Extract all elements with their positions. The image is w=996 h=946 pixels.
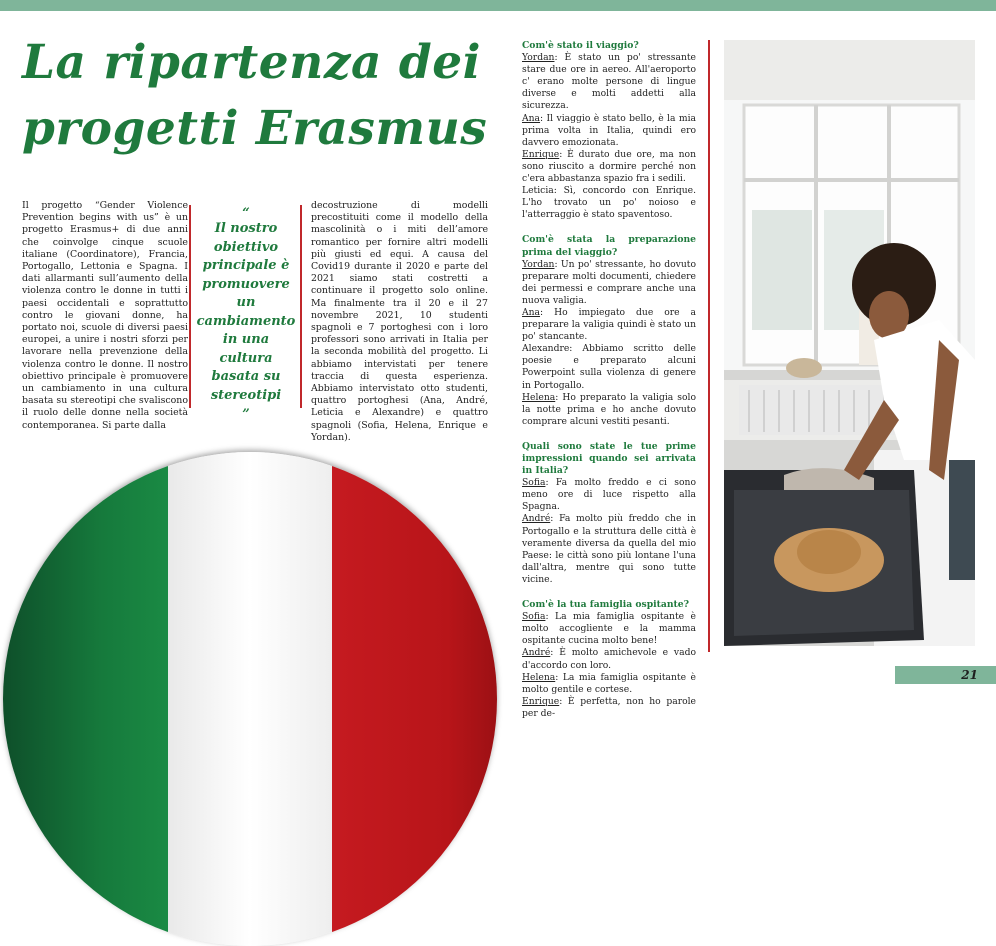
pullquote-rule-right: [300, 205, 302, 408]
answer-text: : È stato un po' stressante stare due ore in aereo. All'aeroporto c' erano molte persone di lingue diverse e molti addetti alla sicurezza.: [522, 52, 696, 112]
answer-text: : Il viaggio è stato bello, è la mia prima volta in Italia, quindi ero davvero emozionata.: [522, 112, 696, 148]
article-title: La ripartenza dei progetti Erasmus: [22, 35, 488, 156]
interview-block: [522, 234, 696, 428]
interview-answer: [522, 392, 696, 428]
interview-column: [522, 40, 696, 733]
interview-answer: [522, 52, 696, 112]
interview-answer: [522, 647, 696, 671]
flag-white-stripe: [168, 452, 332, 946]
answer-text: : Un po' stressante, ho dovuto preparare molti documenti, chiedere dei permessi e comprare anche una nuova valigia.: [522, 258, 696, 306]
interview-answer: [522, 259, 696, 307]
interview-block: [522, 441, 696, 586]
answer-text: Alexandre: Abbiamo scritto delle poesie e preparato alcuni Powerpoint sulla violenza di genere in Portogallo.: [522, 343, 696, 391]
flag-green-stripe: [3, 452, 168, 946]
speaker-name: André: [522, 647, 551, 659]
article-column-2: decostruzione di modelli precostituiti come il modello della mascolinità o i miti dell’amore romantico per fornire altri modelli più giusti ed equi. A causa del Covid19 durante il 2020 e parte del 2021 siamo stati costretti a continuare il progetto solo online. Ma finalmente tra il 20 e il 27 novembre 2021, 10 studenti spagnoli e 7 portoghesi con i loro professori sono arrivati in Italia per la seconda mobilità del progetto. Li abbiamo intervistati per tenere traccia di questa esperienza. Abbiamo intervistato otto studenti, quattro portoghesi (Ana, André, Leticia e Alexandre) e quattro spagnoli (Sofia, Helena, Enrique e Yordan).: [311, 200, 488, 443]
interview-answer: [522, 477, 696, 513]
speaker-name: Ana: [522, 306, 541, 318]
interview-question: Com'è la tua famiglia ospitante?: [522, 599, 689, 611]
article-column-1: Il progetto “Gender Violence Prevention begins with us” è un progetto Erasmus+ di due anni che coinvolge cinque scuole italiane (Coordinatore), Francia, Portogallo, Lettonia e Spagna. I dati allarmanti sull’aumento della violenza contro le donne in tutti i paesi occidentali e soprattutto contro le giovani donne, ha portato noi, scuole di diversi paesi europei, a unire i nostri sforzi per lavorare nella prevenzione della violenza contro le donne. Il nostro obiettivo principale è promuovere un cambiamento in una cultura basata su stereotipi che svaliscono il ruolo delle donne nella società contemporanea. Si parte dalla: [22, 200, 188, 431]
interview-answer: [522, 113, 696, 149]
page-number-bar: [895, 666, 996, 684]
speaker-name: Ana: [522, 112, 541, 124]
answer-text: : Fa molto freddo e ci sono meno ore di luce rispetto alla Spagna.: [522, 477, 696, 513]
interview-answer: [522, 343, 696, 391]
top-color-bar: [0, 0, 996, 11]
answer-text: : La mia famiglia ospitante è molto accogliente e la mamma ospitante cucina molto bene!: [522, 611, 696, 647]
interview-question: Quali sono state le tue prime impressioni quando sei arrivata in Italia?: [522, 440, 696, 477]
speaker-name: Helena: [522, 671, 556, 683]
photo-illustration: [724, 40, 975, 646]
quote-open-mark: “: [242, 206, 250, 221]
speaker-name: Helena: [522, 391, 556, 403]
interview-answer: [522, 149, 696, 185]
photo-packing-suitcase: [724, 40, 975, 646]
italian-flag-image: [3, 452, 497, 946]
answer-text: : Ho impiegato due ore a preparare la valigia quindi è stato un po' stancante.: [522, 306, 696, 343]
speaker-name: Yordan: [522, 258, 555, 270]
flag-red-stripe: [332, 452, 497, 946]
interview-answer: [522, 672, 696, 696]
speaker-name: Enrique: [522, 148, 560, 160]
speaker-name: André: [522, 513, 551, 525]
interview-answer: [522, 307, 696, 343]
interview-answer: [522, 611, 696, 647]
interview-question: Com'è stato il viaggio?: [522, 40, 639, 51]
pullquote-text: Il nostro obiettivo principale è promuovere un cambiamento in una cultura basata su stereotipi: [196, 221, 296, 403]
interview-rule: [708, 40, 710, 652]
interview-block: [522, 40, 696, 221]
interview-question: Com'è stata la preparazione prima del viaggio?: [522, 234, 696, 258]
answer-text: : Ho preparato la valigia solo la notte prima e ho anche dovuto comprare alcuni vestiti pesanti.: [522, 391, 696, 427]
interview-answer: [522, 513, 696, 586]
speaker-name: Yordan: [522, 52, 555, 64]
answer-text: : Fa molto più freddo che in Portogallo e la struttura delle città è veramente diversa da quella del mio Paese: le città sono più lontane l'una dall'altra, mentre qui sono tutte vicine.: [522, 513, 696, 585]
quote-close-mark: ”: [242, 407, 250, 422]
interview-block: [522, 599, 696, 720]
interview-answer: [522, 185, 696, 221]
answer-text: Leticia: Sì, concordo con Enrique. L'ho trovato un po' noioso e l'atterraggio è stato spaventoso.: [522, 185, 696, 221]
pullquote-rule-left: [189, 205, 191, 408]
interview-answer: [522, 696, 696, 720]
pullquote: [195, 208, 297, 421]
speaker-name: Sofia: [522, 477, 546, 489]
answer-text: : È durato due ore, ma non sono riuscito a dormire perché non c'era abbastanza spazio fra i sedili.: [522, 148, 696, 185]
answer-text: : È molto amichevole e vado d'accordo con loro.: [522, 647, 696, 671]
speaker-name: Enrique: [522, 695, 560, 707]
answer-text: : La mia famiglia ospitante è molto gentile e cortese.: [522, 671, 696, 695]
answer-text: : È perfetta, non ho parole per de-: [522, 695, 696, 719]
page-number: 21: [961, 668, 978, 682]
speaker-name: Sofia: [522, 611, 546, 623]
